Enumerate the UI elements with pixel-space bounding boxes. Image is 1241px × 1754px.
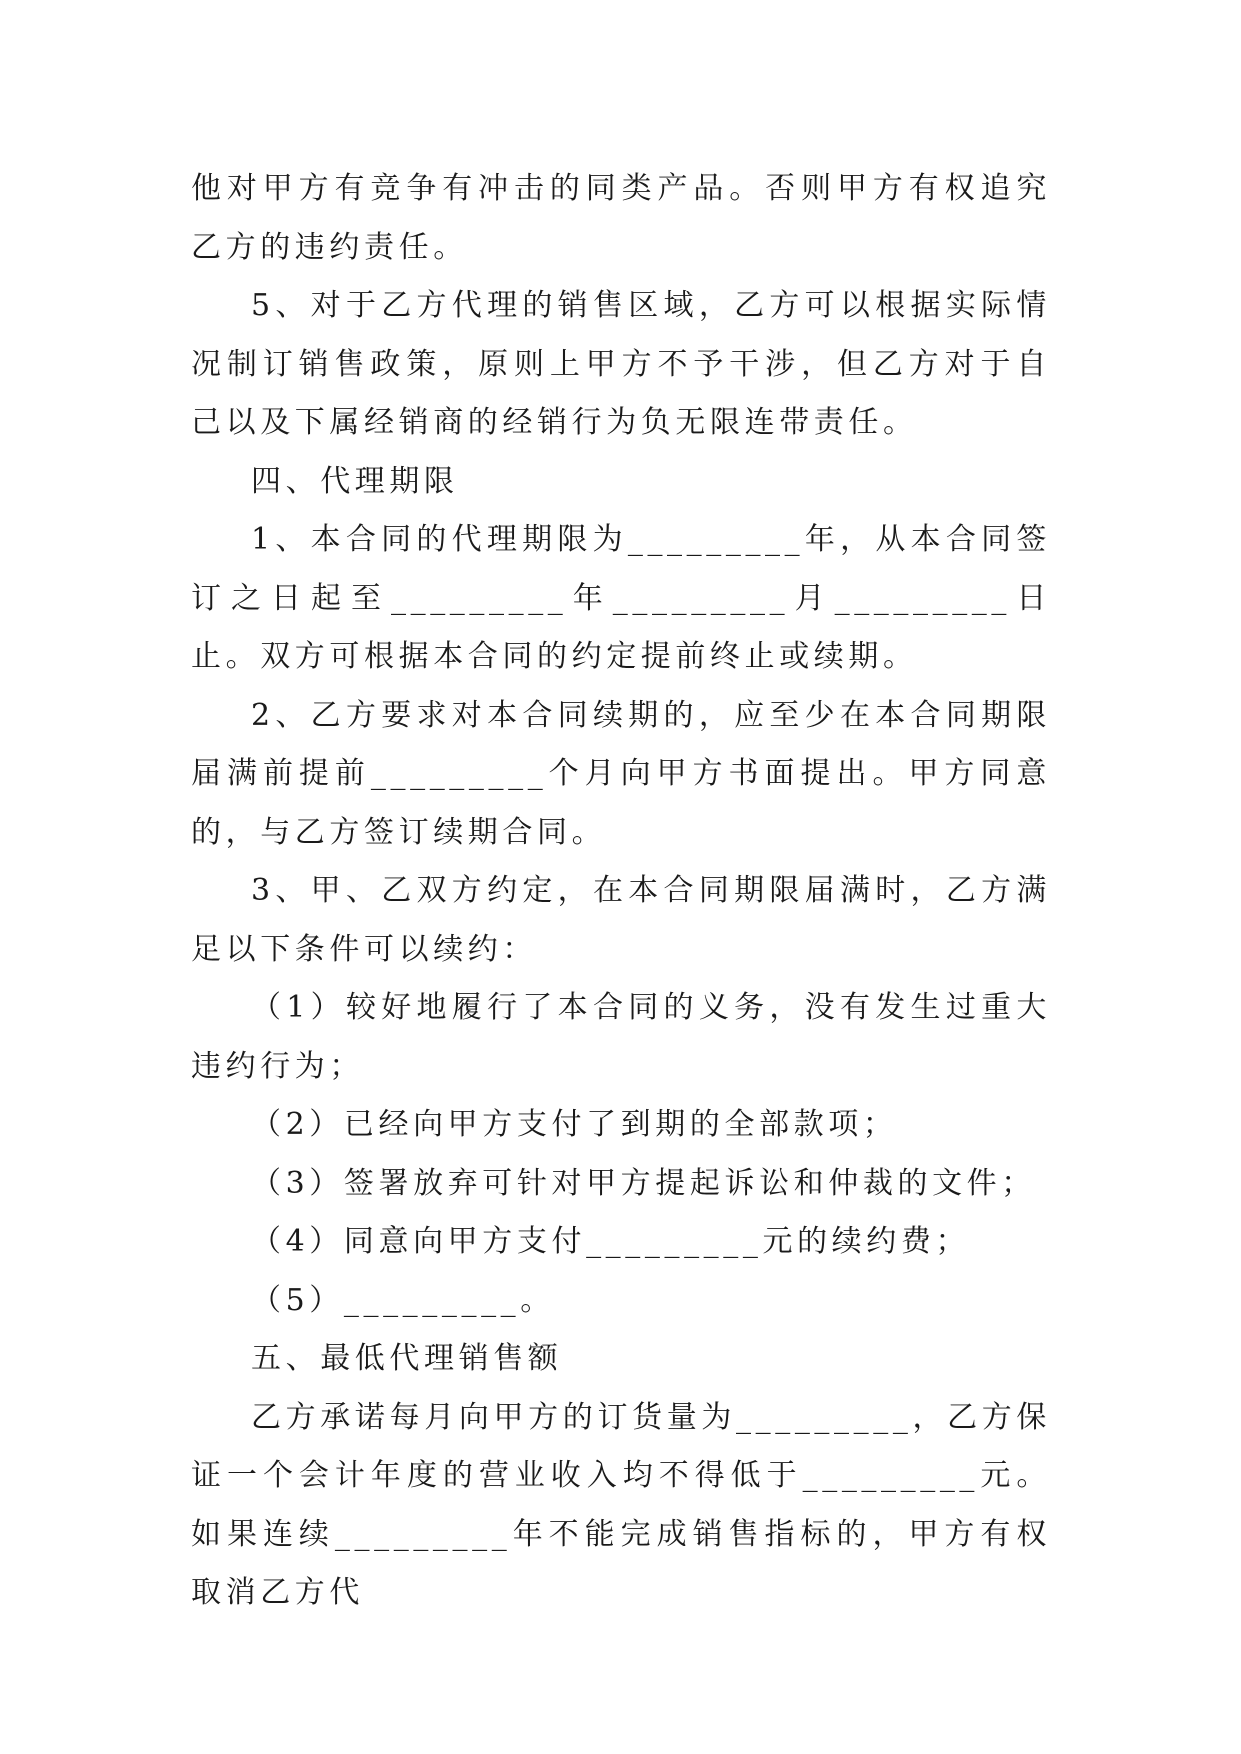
condition-3: （3）签署放弃可针对甲方提起诉讼和仲裁的文件； <box>251 1165 1036 1201</box>
section-heading-agency-term: 四、代理期限 <box>251 463 459 499</box>
clause-minimum-sales-commitment: 乙方承诺每月向甲方的订货量为_________，乙方保证一个会计年度的营业收入均不得低于_________元。如果连续_________年不能完成销售指标的，甲方有权取消乙方代 <box>191 1399 1051 1610</box>
paragraph-continuation: 他对甲方有竞争有冲击的同类产品。否则甲方有权追究乙方的违约责任。 <box>191 171 1051 265</box>
condition-5: （5）_________。 <box>251 1282 555 1318</box>
clause-1-agency-period: 1、本合同的代理期限为_________年，从本合同签订之日起至_________年_________月_________日止。双方可根据本合同的约定提前终止或续期。 <box>191 522 1051 674</box>
clause-3-renewal-conditions: 3、甲、乙双方约定，在本合同期限届满时，乙方满足以下条件可以续约： <box>191 873 1051 967</box>
condition-1: （1）较好地履行了本合同的义务，没有发生过重大违约行为； <box>191 990 1051 1084</box>
document-body <box>191 160 1051 1623</box>
section-heading-minimum-sales: 五、最低代理销售额 <box>251 1341 563 1376</box>
condition-4: （4）同意向甲方支付_________元的续约费； <box>251 1224 971 1259</box>
clause-5-sales-policy: 5、对于乙方代理的销售区域，乙方可以根据实际情况制订销售政策，原则上甲方不予干涉，但乙方对于自己以及下属经销商的经销行为负无限连带责任。 <box>191 288 1051 440</box>
clause-2-renewal-request: 2、乙方要求对本合同续期的，应至少在本合同期限届满前提前_________个月向甲方书面提出。甲方同意的，与乙方签订续期合同。 <box>191 697 1051 850</box>
condition-2: （2）已经向甲方支付了到期的全部款项； <box>251 1107 898 1142</box>
